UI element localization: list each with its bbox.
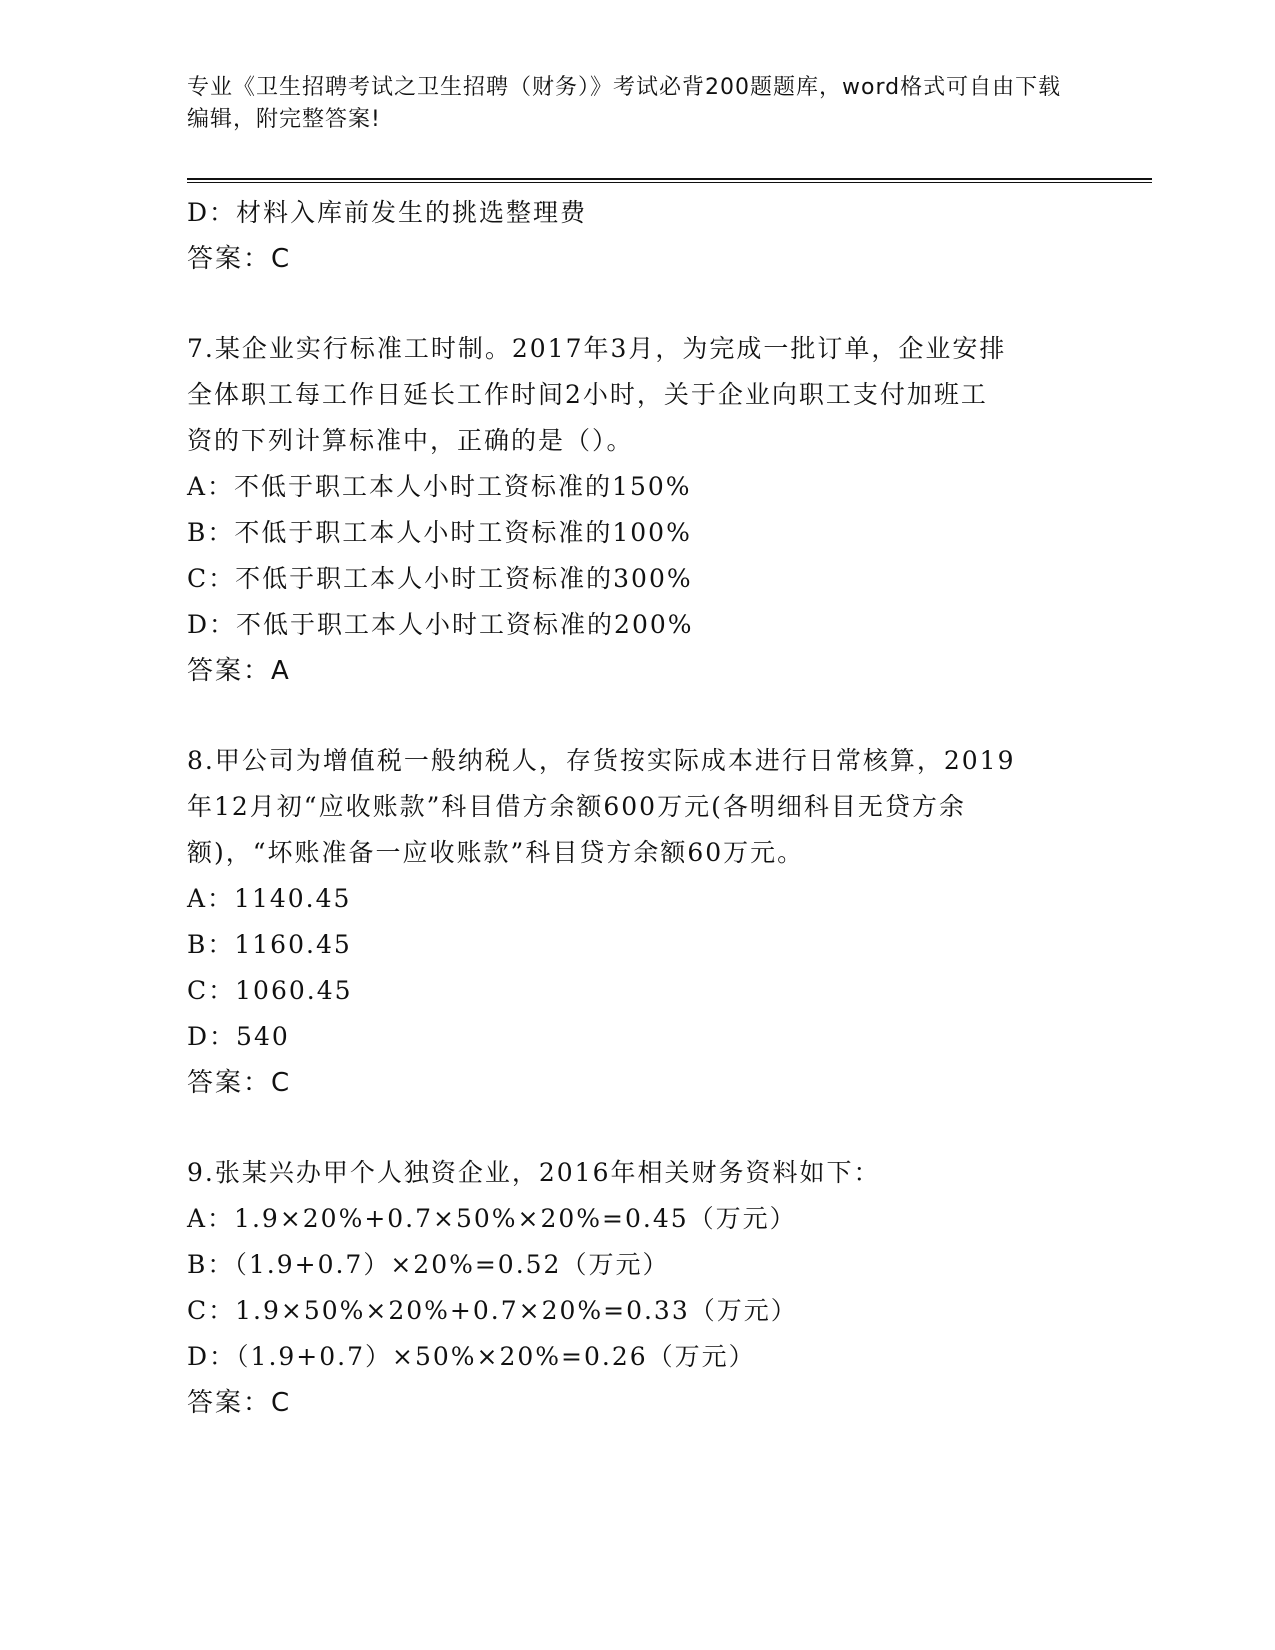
answer: 答案：C bbox=[187, 1068, 292, 1098]
option-b: B：（1.9+0.7）×20%=0.52（万元） bbox=[187, 1250, 670, 1279]
question-text-line: 年12月初“应收账款”科目借方余额600万元(各明细科目无贷方余 bbox=[187, 792, 966, 821]
document-header: 专业《卫生招聘考试之卫生招聘（财务）》考试必背200题题库，word格式可自由下载编辑，附完整答案! bbox=[187, 75, 1062, 132]
answer: 答案：A bbox=[187, 656, 291, 686]
document-content bbox=[187, 190, 1067, 1426]
option-b: B：不低于职工本人小时工资标准的100% bbox=[187, 518, 692, 547]
question-text-line: 7.某企业实行标准工时制。2017年3月，为完成一批订单，企业安排 bbox=[187, 334, 1007, 363]
question-text-line: 额)，“坏账准备一应收账款”科目贷方余额60万元。 bbox=[187, 838, 805, 867]
option-a: A：1140.45 bbox=[187, 884, 352, 913]
answer: 答案：C bbox=[187, 1388, 292, 1418]
question-8 bbox=[187, 738, 1067, 1106]
question-text-line: 资的下列计算标准中，正确的是（）。 bbox=[187, 426, 634, 455]
option-c: C：不低于职工本人小时工资标准的300% bbox=[187, 564, 693, 593]
option-c: C：1060.45 bbox=[187, 976, 353, 1005]
prev-question-option-d: D：材料入库前发生的挑选整理费 bbox=[187, 198, 588, 227]
question-9 bbox=[187, 1150, 1067, 1426]
option-d: D：不低于职工本人小时工资标准的200% bbox=[187, 610, 694, 639]
option-b: B：1160.45 bbox=[187, 930, 352, 959]
header-divider bbox=[187, 178, 1152, 183]
option-d: D：（1.9+0.7）×50%×20%=0.26（万元） bbox=[187, 1342, 756, 1371]
prev-question-answer: 答案：C bbox=[187, 244, 292, 274]
option-a: A：1.9×20%+0.7×50%×20%=0.45（万元） bbox=[187, 1204, 797, 1233]
question-text-line: 8.甲公司为增值税一般纳税人，存货按实际成本进行日常核算，2019 bbox=[187, 746, 1016, 775]
question-7 bbox=[187, 326, 1067, 694]
question-text-line: 9.张某兴办甲个人独资企业，2016年相关财务资料如下： bbox=[187, 1158, 881, 1187]
option-c: C：1.9×50%×20%+0.7×20%=0.33（万元） bbox=[187, 1296, 798, 1325]
option-d: D：540 bbox=[187, 1022, 290, 1051]
question-text-line: 全体职工每工作日延长工作时间2小时，关于企业向职工支付加班工 bbox=[187, 380, 988, 409]
option-a: A：不低于职工本人小时工资标准的150% bbox=[187, 472, 692, 501]
